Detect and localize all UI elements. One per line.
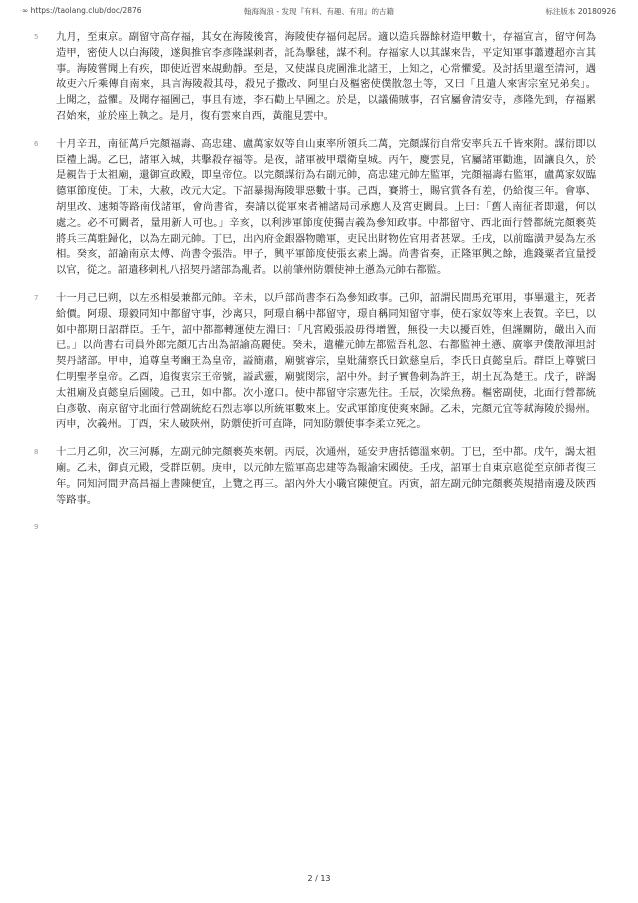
document-title: 翰海淘浪 - 发现『有料、有趣、有用』的古籍 (244, 7, 394, 16)
paragraph-8 (34, 445, 596, 508)
paragraph-number: 9 (34, 523, 39, 532)
page-indicator: 2 / 13 (307, 874, 331, 883)
paragraph-5 (34, 30, 596, 125)
version-label: 标注版本 20180926 (545, 7, 616, 16)
source-url[interactable]: ∞ https://taolang.club/doc/2876 (22, 6, 142, 15)
paragraph-number: 5 (34, 33, 39, 41)
paragraph-text: 十月辛丑，南征萬戶完顏福壽、高忠建、盧萬家奴等自山東率所領兵二萬，完顏謀衍自常安率兵五千皆來附。謀衍即以臣禮上謁。乙巳，諸軍入城，共擊殺存福等。是夜，諸軍被甲環衛皇城。丙午，慶雲見，官屬諸軍勸進，固讓良久，於是親告于太祖廟，還御宣政殿，即皇帝位。以完顏謀衍為右副元帥，高忠建元帥左監軍，完顏福壽右監軍，盧萬家奴臨德軍節度使。丁未，大赦，改元大定。下詔暴揚海陵罪惡數十事。己酉，賽將士，賜官賞各有差，仍給復三年。會寧、胡里改、速頻等路南伐諸軍，會尚書省，奏請以從軍來者補諸局司承應人及宮吏闕員。上曰：「舊人南征者即還，何以處之。必不可闕者，量用新人可也。」辛亥，以利涉軍節度使獨吉義為參知政事。中都留守、西北面行營都統完顏褻英將兵三萬駐歸化，以為左副元帥。丁巳，出內府金銀器物贍軍，吏民出財物佐官用者甚眾。壬戌，以前臨潢尹晏為左丞相。癸亥，詔諭南京太傅、尚書令張浩。甲子，興平軍節度使張玄素上謁。尚書省奏，正隆軍興之餘，進錢粟者宜量授以官，從之。詔遣移剌札八招契丹諸部為亂者。以前肇州防禦使神土懣為元帥右都監。 (56, 137, 596, 277)
page-header (22, 6, 616, 20)
paragraph-text: 十一月己巳朔，以左丞相晏兼都元帥。辛未，以戶部尚書李石為參知政事。己卯，詔謂民間馬充軍用，事畢還主，死者給價。阿璟、璟毅同知中都留守事，沙离只，阿璟自稱中都留守，璟自稱同知留守事，使石家奴等來上表賀。辛巳，以如中都期日詔群臣。壬午，詔中都都轉運使左淵曰：「凡宮殿張設毋得增置，無役一夫以擾百姓，但謹關防，嚴出入而已。」以尚書右司員外郎完顏兀古出為詔諭高麗使。癸未，遣權元帥左都監吾札忽、右都監神土懣、廣寧尹僕散渾坦討契丹諸部。甲申，追尊皇考豳王為皇帝，謚簡肅，廟號睿宗，皇妣蒲察氏日欽慈皇后，李氏日貞懿皇后。群臣上尊號曰仁明聖孝皇帝。乙酉，追復衷宗王帝號，謚武靈，廟號閔宗，詔中外。封子實鲁剌為許王，胡土瓦為楚王。戊子，辟謁太祖廟及貞懿皇后園陵。己丑，如中都。次小遼口。使中都留守宗憲先往。壬辰，次梁魚務。樞密副使，北面行營都統白彥敬、南京留守北面行營副統紇石烈志寧以所統軍數來上。安武軍節度使爽來歸。乙未，完顏元宜等弒海陵於揚州。丙申，次義州。丁酉，宋人破陝州，防禦使折可直降，同知防禦使事李柔立死之。 (56, 291, 596, 431)
paragraph-text: 九月，至東京。副留守高存福，其女在海陵後宮，海陵使存福伺起居。適以造兵器餘材造甲數十，存福宣言，留守何為造甲，密使人以白海陵，遂與推官李彥隆謀刺者，託為擊毬，謀不利。存福家人以其謀來告，平定知軍事蕭遵超亦言其事。海陵嘗聞上有疾，即使近習來覘動靜。至是，又使謀良虎圖淮北諸王，上知之，心常懼愛。及討括里還至清河，遇故吏六斤乘傳自南來，具言海陵殺其母，殺兄子撒改、阿里白及樞密使僕散忽土等，又曰「且遣人來害宗室兄弟矣」。上聞之，益懼。及聞存福圖己，事且有迹，李石勸上早圖之。於是，以議備賊事，召官屬會清安寺，彥隆先到，存福累召始來，並於座上執之。是月，復有雲來自西，黃龍見雲中。 (56, 31, 596, 122)
paragraph-7 (34, 291, 596, 433)
paragraph-text: 十二月乙卯，次三河縣，左副元帥完顏褻英來朝。丙辰，次通州，延安尹唐括德溫來朝。丁巳，至中都。戊午，謁太祖廟。乙未，御貞元殿，受群臣朝。庚申，以元帥左監軍高忠建等為報諭宋國使。壬戌，詔軍士自東京扈從至京師者復三年。同知河間尹高昌福上書陳便宜，上覽之再三。詔內外大小職官陳便宜。丙寅，詔左副元帥完顏褻英規措南邊及陝西等路事。 (56, 446, 596, 506)
paragraph-number: 8 (34, 448, 39, 457)
paragraph-6 (34, 137, 596, 279)
document-body (34, 30, 596, 865)
paragraph-number: 7 (34, 293, 39, 302)
paragraph-number: 6 (34, 139, 39, 148)
